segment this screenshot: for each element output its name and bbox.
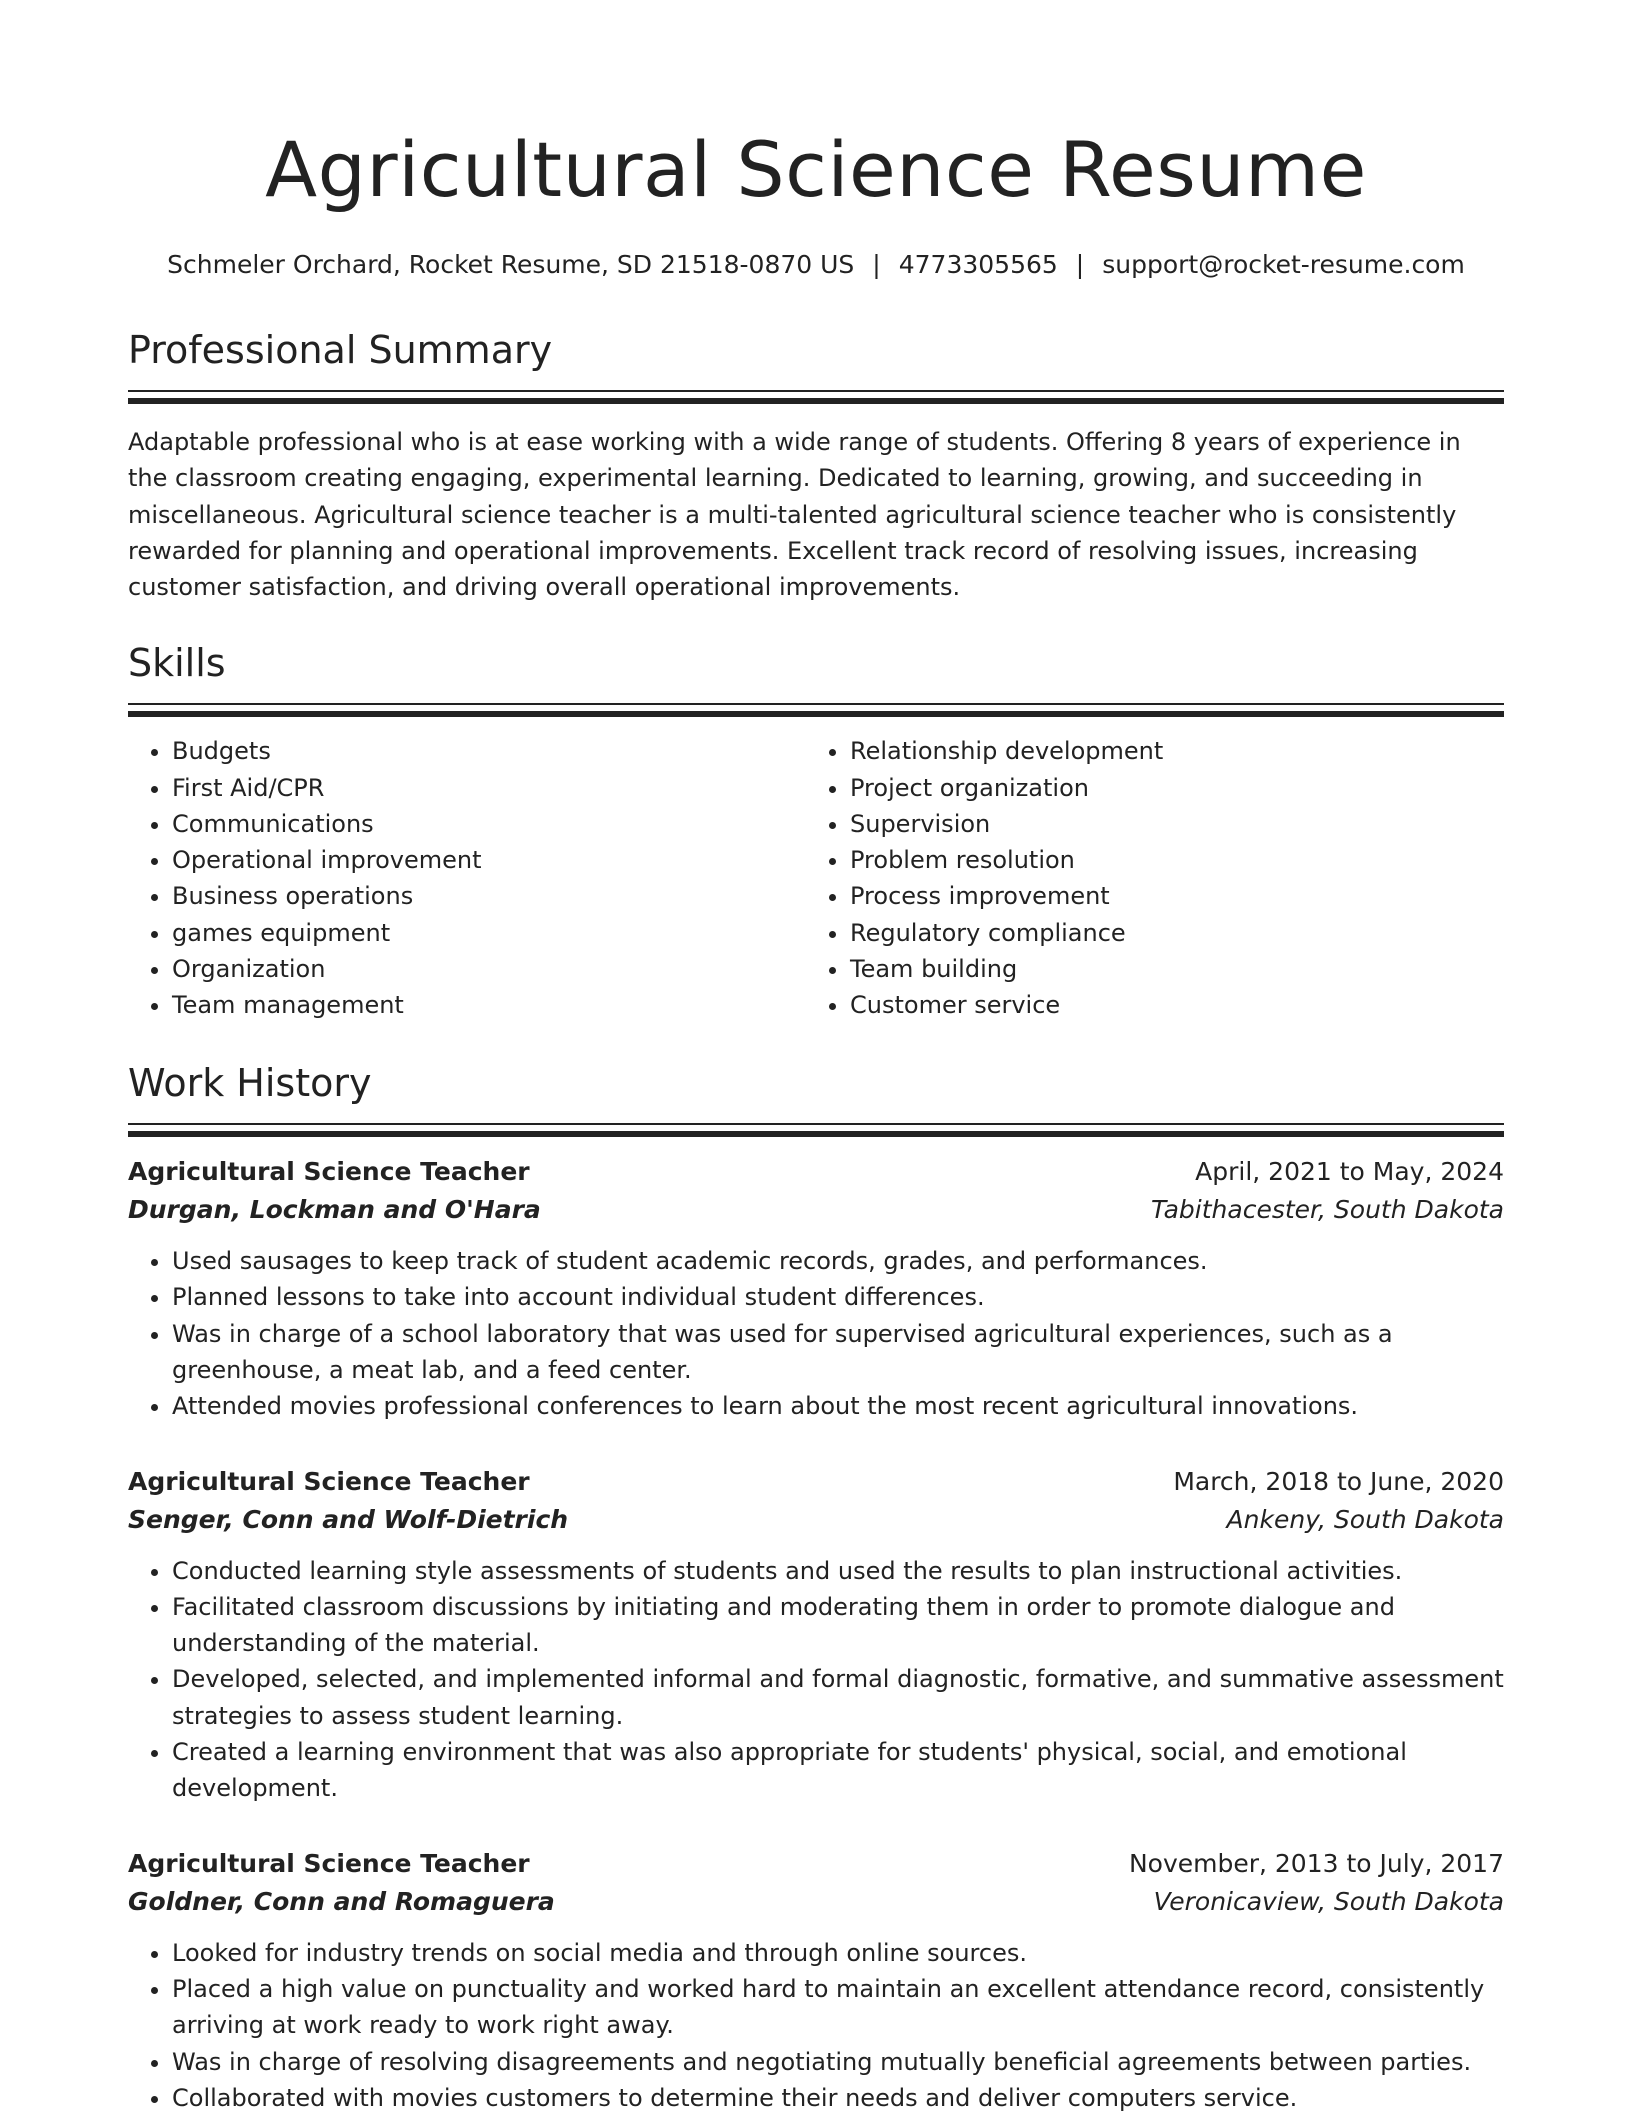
skill-item: • Supervision (850, 806, 1484, 842)
summary-section (128, 326, 1504, 605)
section-divider (128, 703, 1504, 713)
job-location: Ankeny, South Dakota (1226, 1504, 1504, 1534)
job-title: Agricultural Science Teacher (128, 1848, 530, 1878)
summary-heading: Professional Summary (128, 328, 553, 372)
skill-item: • Budgets (172, 733, 806, 769)
skill-item: • First Aid/CPR (172, 770, 806, 806)
job-title: Agricultural Science Teacher (128, 1466, 530, 1496)
skill-item: • Problem resolution (850, 842, 1484, 878)
job-employer-row (128, 1883, 1504, 1921)
job-header-row (128, 1845, 1504, 1883)
job-bullet: • Developed, selected, and implemented informal and formal diagnostic, formative, and summative assessment strategies to assess student learning. (172, 1661, 1504, 1734)
resume-page (128, 0, 1504, 2116)
skill-item: • Team building (850, 951, 1484, 987)
job-bullet: • Collaborated with movies customers to determine their needs and deliver computers service. (172, 2080, 1504, 2116)
job-company: Goldner, Conn and Romaguera (128, 1886, 555, 1916)
job-location: Veronicaview, South Dakota (1153, 1886, 1504, 1916)
skill-item: • Organization (172, 951, 806, 987)
job-entry (128, 1463, 1504, 1807)
job-entry (128, 1845, 1504, 2116)
skill-item: • Regulatory compliance (850, 915, 1484, 951)
skill-item: • Process improvement (850, 878, 1484, 914)
contact-line (128, 248, 1504, 282)
skills-column-right (806, 733, 1484, 1023)
job-bullets (128, 1553, 1504, 1807)
skill-item: • Business operations (172, 878, 806, 914)
job-bullet: • Was in charge of a school laboratory that was used for supervised agricultural experiences, such as a greenhouse, a meat lab, and a feed center. (172, 1316, 1504, 1389)
job-dates: April, 2021 to May, 2024 (1195, 1157, 1504, 1187)
job-entry (128, 1153, 1504, 1424)
skills-section (128, 639, 1504, 1023)
job-bullet: • Looked for industry trends on social media and through online sources. (172, 1935, 1504, 1971)
skill-item: • games equipment (172, 915, 806, 951)
summary-text: Adaptable professional who is at ease working with a wide range of students. Offering 8 years of experience in the classroom creating engaging, experimental learning. Dedicated to learning, growing, and succeeding in miscellaneous. Agricultural science teacher is a multi-talented agricultural science teacher who is consistently rewarded for planning and operational improvements. Excellent track record of resolving issues, increasing customer satisfaction, and driving overall operational improvements. (128, 428, 1461, 602)
skill-item: • Customer service (850, 987, 1484, 1023)
contact-email[interactable]: support@rocket-resume.com (1102, 250, 1465, 279)
job-bullet: • Planned lessons to take into account individual student differences. (172, 1279, 1504, 1315)
work-history-section (128, 1059, 1504, 2116)
contact-separator: | (1075, 250, 1085, 279)
job-header-row (128, 1463, 1504, 1501)
skill-item: • Team management (172, 987, 806, 1023)
skill-item: • Project organization (850, 770, 1484, 806)
skills-grid (128, 733, 1504, 1023)
job-employer-row (128, 1191, 1504, 1229)
contact-address: Schmeler Orchard, Rocket Resume, SD 21518-0870 US (167, 250, 855, 279)
job-bullet: • Was in charge of resolving disagreements and negotiating mutually beneficial agreements between parties. (172, 2044, 1504, 2080)
section-divider (128, 390, 1504, 400)
section-divider (128, 1123, 1504, 1133)
skills-heading: Skills (128, 641, 226, 686)
job-location: Tabithacester, South Dakota (1150, 1195, 1504, 1225)
job-bullet: • Attended movies professional conferences to learn about the most recent agricultural innovations. (172, 1388, 1504, 1424)
job-dates: November, 2013 to July, 2017 (1128, 1848, 1504, 1878)
skill-item: • Relationship development (850, 733, 1484, 769)
job-bullet: • Used sausages to keep track of student academic records, grades, and performances. (172, 1243, 1504, 1279)
skill-item: • Communications (172, 806, 806, 842)
job-bullet: • Conducted learning style assessments of students and used the results to plan instructional activities. (172, 1553, 1504, 1589)
job-bullet: • Placed a high value on punctuality and worked hard to maintain an excellent attendance record, consistently arriving at work ready to work right away. (172, 1971, 1504, 2044)
job-employer-row (128, 1501, 1504, 1539)
job-title: Agricultural Science Teacher (128, 1157, 530, 1187)
job-bullet: • Created a learning environment that was also appropriate for students' physical, social, and emotional development. (172, 1734, 1504, 1807)
job-header-row (128, 1153, 1504, 1191)
contact-separator: | (872, 250, 881, 279)
job-dates: March, 2018 to June, 2020 (1173, 1466, 1504, 1496)
job-company: Durgan, Lockman and O'Hara (128, 1195, 541, 1225)
work-history-heading: Work History (128, 1061, 372, 1106)
job-bullets (128, 1935, 1504, 2116)
job-bullet: • Facilitated classroom discussions by initiating and moderating them in order to promote dialogue and understanding of the material. (172, 1589, 1504, 1662)
resume-title: Agricultural Science Resume (265, 125, 1367, 214)
skill-item: • Operational improvement (172, 842, 806, 878)
job-company: Senger, Conn and Wolf-Dietrich (128, 1504, 569, 1534)
skills-column-left (128, 733, 806, 1023)
job-bullets (128, 1243, 1504, 1424)
contact-phone: 4773305565 (898, 250, 1058, 279)
